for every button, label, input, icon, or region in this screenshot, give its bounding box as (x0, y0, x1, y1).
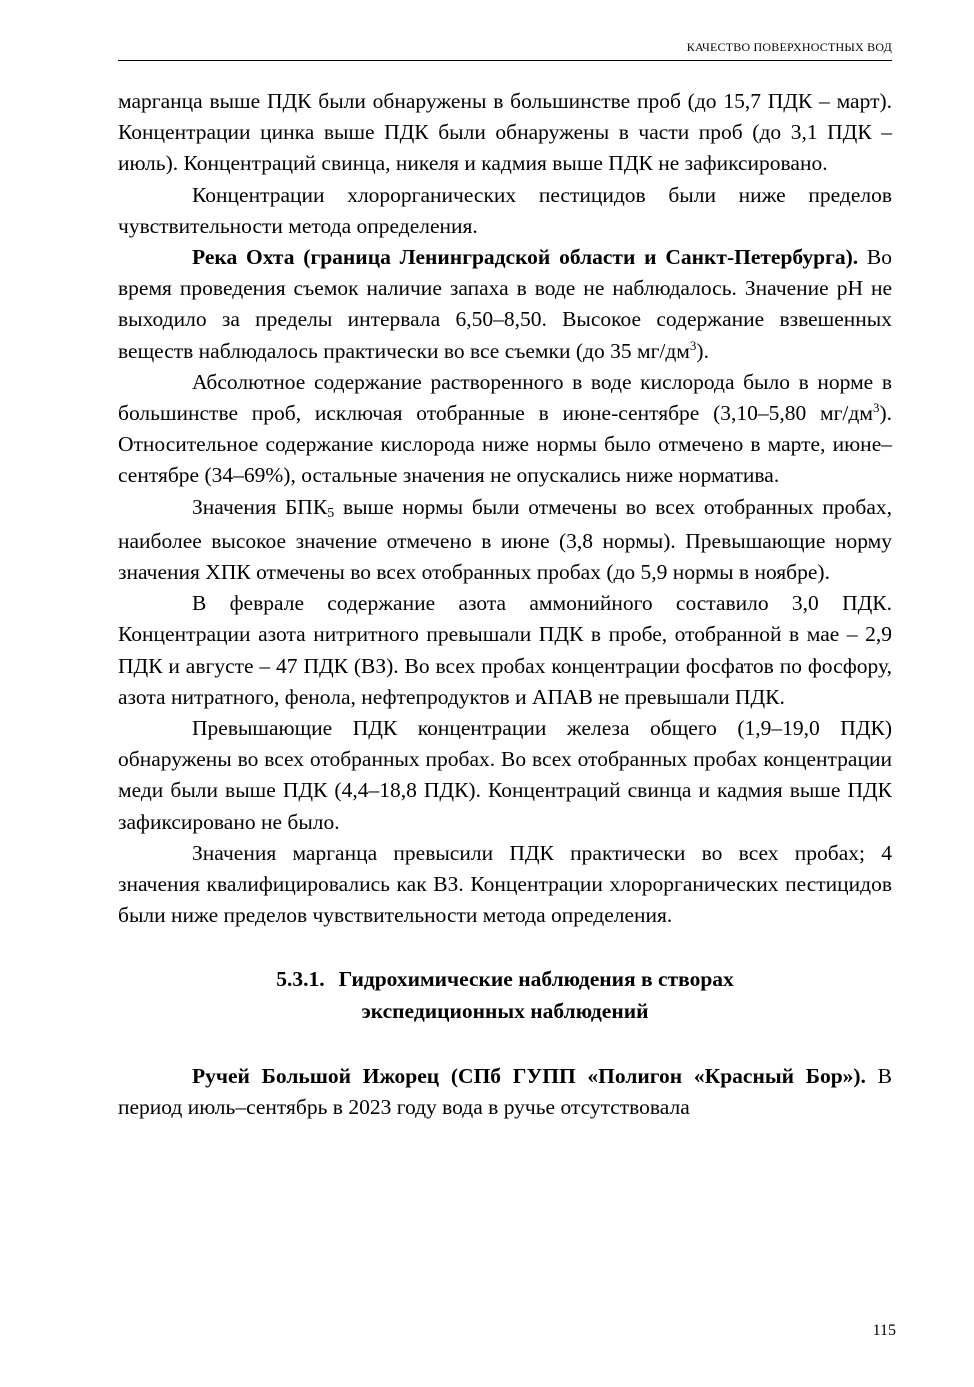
section-title-line2: экспедиционных наблюдений (361, 998, 649, 1023)
river-heading-okhta: Река Охта (граница Ленинградской области и Санкт-Петербурга). (192, 245, 859, 270)
running-header: КАЧЕСТВО ПОВЕРХНОСТНЫХ ВОД (118, 40, 892, 61)
paragraph-oxygen (118, 367, 892, 492)
unit-superscript: 3 (689, 337, 697, 353)
izhorets-text: В период июль–сентябрь в 2023 году вода в ручье отсутствовала (118, 1063, 892, 1120)
stream-heading-izhorets: Ручей Большой Ижорец (СПб ГУПП «Полигон «Красный Бор»). (192, 1063, 866, 1088)
paragraph-okhta-river (118, 242, 892, 367)
paragraph-nitrogen: В феврале содержание азота аммонийного составило 3,0 ПДК. Концентрации азота нитритного превышали ПДК в пробе, отобранной в мае – 2,9 ПДК и августе – 47 ПДК (ВЗ). Во всех пробах концентрации фосфатов по фосфору, азота нитратного, фенола, нефтепродуктов и АПАВ не превышали ПДК. (118, 591, 892, 709)
paragraph-manganese: Значения марганца превысили ПДК практически во всех пробах; 4 значения квалифицировались как ВЗ. Концентрации хлорорганических пестицидов были ниже пределов чувствительности метода определения. (118, 840, 892, 928)
page-number: 115 (872, 1322, 896, 1339)
paragraph-bpk (118, 492, 892, 589)
section-heading-line1 (118, 964, 892, 995)
section-heading (118, 964, 892, 1026)
paragraph-iron-copper: Превышающие ПДК концентрации железа общего (1,9–19,0 ПДК) обнаружены во всех отобранных пробах. Во всех отобранных пробах концентрации меди были выше ПДК (4,4–18,8 ПДК). Концентраций свинца и кадмия выше ПДК зафиксировано не было. (118, 716, 892, 834)
paragraph-pesticides: Концентрации хлорорганических пестицидов были ниже пределов чувствительности метода определения. (118, 182, 892, 238)
section-number: 5.3.1. (276, 967, 325, 992)
bpk-text-a: Значения БПК (192, 494, 328, 519)
oxygen-text-b: ). Относительное содержание кислорода ниже нормы было отмечено в марте, июне–сентябре (34–69%), остальные значения не опускались ниже норматива. (118, 401, 892, 488)
bpk-text-b: выше нормы были отмечены во всех отобранных пробах, наиболее высокое значение отмечено в июне (3,8 нормы). Превышающие норму значения ХПК отмечены во всех отобранных пробах (до 5,9 нормы в ноябре). (118, 494, 892, 585)
unit-superscript: 3 (872, 399, 880, 415)
bpk-subscript: 5 (327, 505, 335, 521)
paragraph-izhorets-stream (118, 1061, 892, 1123)
document-body (118, 86, 892, 1123)
okhta-text-end: ). (696, 338, 709, 363)
section-title-line1: Гидрохимические наблюдения в створах (338, 967, 734, 992)
okhta-text: Во время проведения съемок наличие запаха в воде не наблюдалось. Значение pH не выходило за пределы интервала 6,50–8,50. Высокое содержание взвешенных веществ наблюдалось практически во все съемки (до 35 мг/дм (118, 245, 892, 363)
oxygen-text-a: Абсолютное содержание растворенного в воде кислорода было в норме в большинстве проб, исключая отобранные в июне-сентябре (3,10–5,80 мг/дм (118, 369, 892, 426)
paragraph-manganese-continuation: марганца выше ПДК были обнаружены в большинстве проб (до 15,7 ПДК – март). Концентрации цинка выше ПДК были обнаружены в части проб (до 3,1 ПДК – июль). Концентраций свинца, никеля и кадмия выше ПДК не зафиксировано. (118, 89, 892, 176)
